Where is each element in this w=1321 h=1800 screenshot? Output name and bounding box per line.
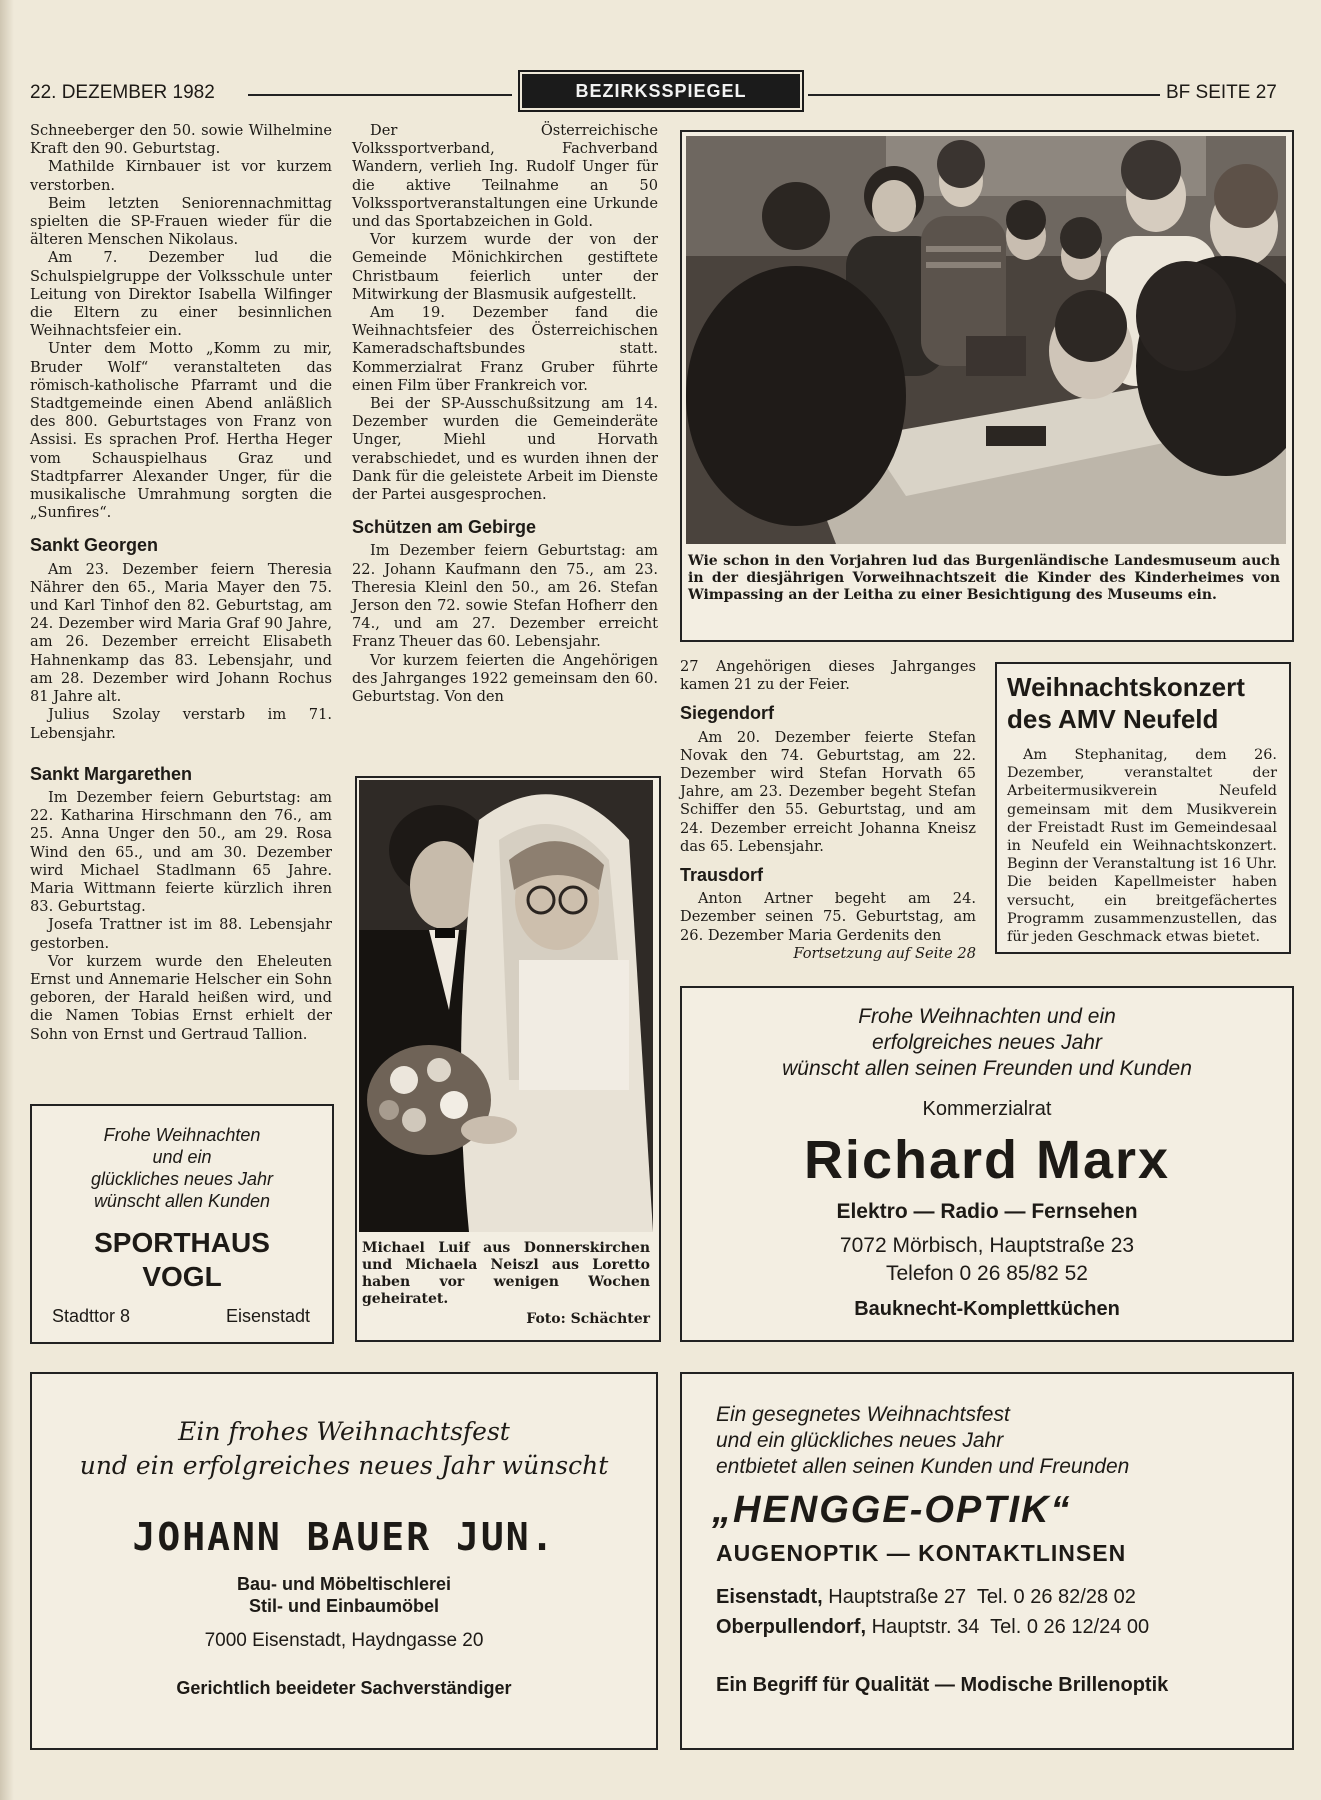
paragraph: 27 Angehörigen dieses Jahrganges kamen 21 zu der Feier. (680, 658, 976, 694)
ad-address: 7000 Eisenstadt, Haydngasse 20 (204, 1630, 484, 1651)
ad-greeting-1: Frohe Weihnachten (103, 1125, 261, 1145)
ad-address: 7072 Mörbisch, Hauptstraße 23 (839, 1234, 1135, 1257)
ad-services: Elektro — Radio — Fernsehen (836, 1200, 1138, 1223)
paragraph: Im Dezember feiern Geburtstag: am 22. Johann Kaufmann den 75., am 23. Theresia Kleinl den 50., am 26. Stefan Jerson den 72. sowie Stefan Hofherr den 74., und am 27. Dezember erreicht Franz Theuer das 60. Lebensjahr. (352, 542, 658, 651)
ad-line-2: Stil- und Einbaumöbel (249, 1596, 439, 1616)
heading-schuetzen: Schützen am Gebirge (352, 517, 537, 538)
ad-business-name: Richard Marx (803, 1130, 1171, 1190)
paragraph: Bei der SP-Ausschußsitzung am 14. Dezember wurden die Gemeinderäte Unger, Miehl und Horvath verabschiedet, und es wurden ihnen der Dank für die geleistete Arbeit im Dienste der Partei ausgesprochen. (352, 395, 658, 504)
paragraph: Beim letzten Seniorennachmittag spielten die SP-Frauen wieder für die älteren Menschen Nikolaus. (30, 194, 332, 249)
ad-greeting-2: und ein (152, 1147, 212, 1167)
ad-business-name-2: VOGL (142, 1261, 222, 1292)
ad-business-name: JOHANN BAUER JUN. (132, 1515, 556, 1559)
ad-greeting-2: und ein glückliches neues Jahr (716, 1429, 1004, 1452)
concert-text: Am Stephanitag, dem 26. Dezember, veranstaltet der Arbeitermusikverein Neufeld gemeinsam mit dem Musikverein der Freistadt Rust im Gemeindesaal in Neufeld ein Weihnachtskonzert. Beginn der Veranstaltung ist 16 Uhr. Die beiden Kapellmeister haben versucht, ein breitgefächertes Programm zusammenzustellen, das für jeden Geschmack etwas bietet. (1007, 747, 1277, 946)
ad-city: Eisenstadt (225, 1306, 310, 1326)
paragraph: Am 20. Dezember feierte Stefan Novak den 74. Geburtstag, am 22. Dezember wird Stefan Horvath 65 Jahre, am 23. Dezember begeht Stefan Schiffer den 55. Geburtstag, und am 24. Dezember erreicht Johanna Kneisz das 65. Lebensjahr. (680, 728, 976, 855)
header-rule-right (808, 94, 1160, 96)
ad-phone: Telefon 0 26 85/82 52 (885, 1262, 1088, 1285)
photo-credit: Foto: Schächter (526, 1311, 650, 1327)
ad-location-2-city: Oberpullendorf, (716, 1616, 866, 1638)
paragraph: Am 7. Dezember lud die Schulspielgruppe der Volksschule unter Leitung von Direktor Isabella Wilfinger die Eltern zu einer besinnlichen Weihnachtsfeier ein. (30, 249, 332, 340)
ad-tagline: Bauknecht-Komplettküchen (854, 1298, 1120, 1320)
ad-business-name: „HENGGE-OPTIK“ (712, 1489, 1072, 1531)
museum-photo (686, 136, 1286, 544)
heading-sankt-georgen: Sankt Georgen (30, 535, 159, 556)
ad-johann-bauer (30, 1372, 658, 1750)
ad-tagline: Gerichtlich beeideter Sachverständiger (176, 1678, 512, 1698)
concert-notice (995, 662, 1291, 954)
ad-location-1-city: Eisenstadt, (716, 1586, 823, 1608)
ad-greeting-1: Ein gesegnetes Weihnachtsfest (716, 1403, 1010, 1426)
ad-title: Kommerzialrat (922, 1098, 1052, 1120)
paragraph: Mathilde Kirnbauer ist vor kurzem verstorben. (30, 158, 332, 194)
ad-business-name-1: SPORTHAUS (94, 1227, 270, 1258)
ad-location-1-address: Hauptstraße 27 Tel. 0 26 82/28 02 (828, 1586, 1136, 1608)
ad-location-2-address: Hauptstr. 34 Tel. 0 26 12/24 00 (871, 1616, 1150, 1638)
wedding-couple-image (359, 780, 653, 1232)
paragraph: Josefa Trattner ist im 88. Lebensjahr gestorben. (30, 916, 332, 952)
article-column-3 (680, 658, 976, 963)
ad-greeting-1: Ein frohes Weihnachtsfest (178, 1417, 510, 1446)
ad-hengge-optik (680, 1372, 1294, 1750)
ad-greeting-2: und ein erfolgreiches neues Jahr wünscht (79, 1451, 609, 1480)
paragraph: Unter dem Motto „Komm zu mir, Bruder Wolf“ veranstalteten das römisch-katholische Pfarramt und die Stadtgemeinde einen Abend anläßlich des 800. Geburtstages von Franz von Assisi. Es sprachen Prof. Hertha Heger vom Schauspielhaus Graz und Stadtpfarrer Alexander Unger, für die musikalische Umrahmung sorgten die „Sunfires“. (30, 340, 332, 522)
paragraph: Anton Artner begeht am 24. Dezember seinen 75. Geburtstag, am 26. Dezember Maria Gerdenits den (680, 890, 976, 944)
ad-line-1: Bau- und Möbeltischlerei (236, 1574, 452, 1594)
ad-greeting-1: Frohe Weihnachten und ein (858, 1005, 1116, 1028)
section-title: BEZIRKSSPIEGEL (522, 74, 800, 108)
ad-greeting-4: wünscht allen Kunden (93, 1191, 271, 1211)
concert-title-1: Weihnachtskonzert (1007, 672, 1245, 702)
wedding-photo-caption: Michael Luif aus Donnerskirchen und Michaela Neiszl aus Loretto haben vor wenigen Wochen geheiratet. (362, 1240, 650, 1307)
heading-siegendorf: Siegendorf (680, 703, 775, 724)
paragraph: Am 19. Dezember fand die Weihnachtsfeier des Österreichischen Kameradschaftsbundes statt. Kommerzialrat Franz Gruber führte einen Film über Frankreich vor. (352, 304, 658, 394)
ad-greeting-3: entbietet allen seinen Kunden und Freunden (716, 1455, 1130, 1478)
article-column-2 (352, 122, 658, 706)
ad-sporthaus-vogl (30, 1104, 334, 1344)
ad-location-2 (716, 1616, 1149, 1639)
header-rule-left (248, 94, 512, 96)
wedding-photo (359, 780, 653, 1232)
paragraph: Im Dezember feiern Geburtstag: am 22. Katharina Hirschmann den 76., am 25. Anna Unger den 50., am 29. Rosa Wind den 65., und am 30. Dezember wird Michael Stadlmann 65 Jahre. Maria Wittmann feierte kürzlich ihren 83. Geburtstag. (30, 788, 332, 916)
issue-date: 22. DEZEMBER 1982 (30, 82, 215, 103)
heading-trausdorf: Trausdorf (680, 865, 764, 886)
children-museum-image (686, 136, 1286, 544)
article-column-1 (30, 122, 332, 1044)
paragraph: Schneeberger den 50. sowie Wilhelmine Kraft den 90. Geburtstag. (30, 122, 332, 158)
ad-location-1 (716, 1586, 1136, 1609)
paragraph: Vor kurzem feierten die Angehörigen des Jahrganges 1922 gemeinsam den 60. Geburtstag. Von den (352, 651, 658, 706)
ad-tagline: Ein Begriff für Qualität — Modische Brillenoptik (716, 1674, 1169, 1696)
paragraph: Der Österreichische Volkssportverband, Fachverband Wandern, verlieh Ing. Rudolf Unger für die aktive Teilnahme an 50 Volkssportveranstaltungen eine Urkunde und das Sportabzeichen in Gold. (352, 122, 658, 231)
ad-greeting-3: wünscht allen seinen Freunden und Kunden (782, 1057, 1192, 1080)
paragraph: Am 23. Dezember feiern Theresia Nährer den 65., Maria Mayer den 75. und Karl Tinhof den 82. Geburtstag, am 24. Dezember wird Maria Graf 90 Jahre, am 26. Dezember erreicht Elisabeth Hahnenkamp das 83. Lebensjahr, und am 28. Dezember wird Johann Rochus 81 Jahre alt. (30, 560, 332, 706)
heading-sankt-margarethen: Sankt Margarethen (30, 763, 193, 784)
paragraph: Julius Szolay verstarb im 71. Lebensjahr. (30, 706, 332, 742)
paragraph: Vor kurzem wurde den Eheleuten Ernst und Annemarie Helscher ein Sohn geboren, der Harald heißen wird, und die Namen Tobias Ernst erhielt der Sohn von Ernst und Gertraud Tallion. (30, 952, 332, 1043)
page-edge (0, 0, 14, 1800)
ad-street: Stadttor 8 (52, 1306, 131, 1326)
ad-richard-marx (680, 986, 1294, 1342)
continued-note: Fortsetzung auf Seite 28 (793, 944, 976, 962)
paragraph: Vor kurzem wurde der von der Gemeinde Mönichkirchen gestiftete Christbaum feierlich unter der Mitwirkung der Blasmusik aufgestellt. (352, 231, 658, 303)
ad-greeting-2: erfolgreiches neues Jahr (872, 1031, 1102, 1054)
ad-greeting-3: glückliches neues Jahr (90, 1169, 274, 1189)
concert-title-2: des AMV Neufeld (1007, 704, 1219, 734)
ad-services: AUGENOPTIK — KONTAKTLINSEN (716, 1540, 1127, 1566)
museum-photo-caption: Wie schon in den Vorjahren lud das Burgenländische Landesmuseum auch in der diesjährigen Vorweihnachtszeit die Kinder des Kinderheimes von Wimpassing an der Leitha zu einer Besichtigung des Museums ein. (688, 553, 1280, 603)
page-number: BF SEITE 27 (1166, 82, 1277, 103)
